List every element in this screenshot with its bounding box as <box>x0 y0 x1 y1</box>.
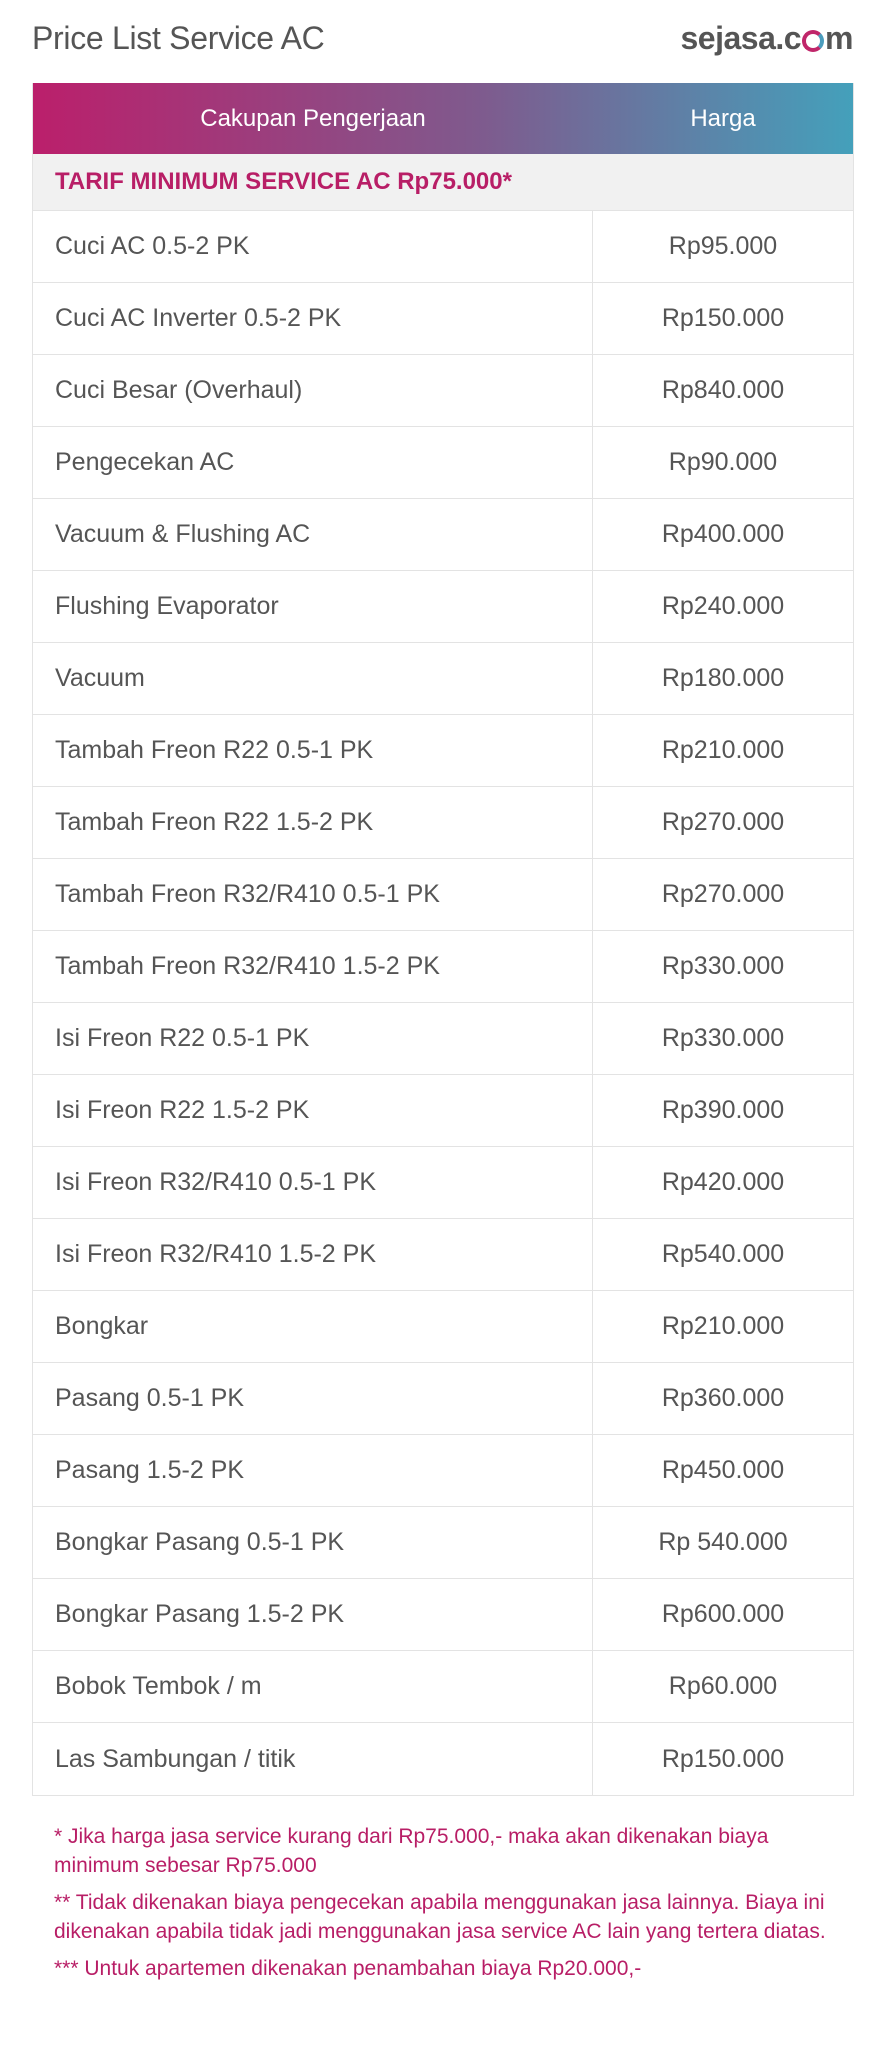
service-cell: Tambah Freon R22 0.5-1 PK <box>33 715 593 786</box>
price-cell: Rp90.000 <box>668 448 778 476</box>
table-row <box>33 1291 853 1363</box>
service-cell: Bobok Tembok / m <box>33 1651 593 1722</box>
service-cell: Bongkar Pasang 0.5-1 PK <box>33 1507 593 1578</box>
price-cell: Rp95.000 <box>668 232 778 260</box>
check-bubble-icon <box>802 30 824 52</box>
table-row <box>33 1579 853 1651</box>
table-header <box>33 83 853 154</box>
sejasa-logo <box>680 20 853 57</box>
table-row <box>33 499 853 571</box>
table-row <box>33 1003 853 1075</box>
table-row <box>33 427 853 499</box>
service-cell: Las Sambungan / titik <box>33 1723 593 1795</box>
service-cell: Isi Freon R22 0.5-1 PK <box>33 1003 593 1074</box>
price-cell: Rp390.000 <box>661 1096 785 1124</box>
logo-text-suffix: m <box>825 20 853 56</box>
price-cell: Rp450.000 <box>661 1456 785 1484</box>
service-cell: Bongkar Pasang 1.5-2 PK <box>33 1579 593 1650</box>
service-cell: Pengecekan AC <box>33 427 593 498</box>
table-row <box>33 283 853 355</box>
service-cell: Isi Freon R32/R410 0.5-1 PK <box>33 1147 593 1218</box>
service-cell: Pasang 1.5-2 PK <box>33 1435 593 1506</box>
service-cell: Vacuum & Flushing AC <box>33 499 593 570</box>
table-row <box>33 1219 853 1291</box>
table-row <box>33 211 853 283</box>
price-cell: Rp150.000 <box>661 1744 785 1773</box>
footnote: * Jika harga jasa service kurang dari Rp75.000,- maka akan dikenakan biaya minimum sebesar Rp75.000 <box>54 1825 769 1877</box>
service-cell: Tambah Freon R22 1.5-2 PK <box>33 787 593 858</box>
table-row <box>33 715 853 787</box>
column-header-price: Harga <box>690 104 756 132</box>
page-title: Price List Service AC <box>32 20 325 56</box>
service-cell: Flushing Evaporator <box>33 571 593 642</box>
price-cell: Rp150.000 <box>661 304 785 332</box>
table-row <box>33 1075 853 1147</box>
price-cell: Rp210.000 <box>661 1312 785 1340</box>
service-cell: Vacuum <box>33 643 593 714</box>
table-row <box>33 1363 853 1435</box>
table-row <box>33 859 853 931</box>
table-row <box>33 787 853 859</box>
service-cell: Bongkar <box>33 1291 593 1362</box>
service-cell: Pasang 0.5-1 PK <box>33 1363 593 1434</box>
price-cell: Rp840.000 <box>661 376 785 404</box>
table-row <box>33 1147 853 1219</box>
footnote: *** Untuk apartemen dikenakan penambahan biaya Rp20.000,- <box>54 1957 642 1980</box>
service-cell: Isi Freon R22 1.5-2 PK <box>33 1075 593 1146</box>
price-cell: Rp180.000 <box>661 664 785 692</box>
table-row <box>33 1435 853 1507</box>
price-cell: Rp420.000 <box>661 1168 785 1196</box>
footnotes <box>54 1822 844 1991</box>
service-cell: Cuci Besar (Overhaul) <box>33 355 593 426</box>
table-body <box>33 211 853 1795</box>
price-cell: Rp360.000 <box>661 1384 785 1412</box>
service-cell: Tambah Freon R32/R410 0.5-1 PK <box>33 859 593 930</box>
column-header-service: Cakupan Pengerjaan <box>200 104 426 132</box>
price-cell: Rp60.000 <box>668 1672 778 1700</box>
table-row <box>33 643 853 715</box>
price-cell: Rp540.000 <box>661 1240 785 1268</box>
table-row <box>33 1723 853 1795</box>
table-row <box>33 1507 853 1579</box>
service-cell: Isi Freon R32/R410 1.5-2 PK <box>33 1219 593 1290</box>
tarif-minimum-row: TARIF MINIMUM SERVICE AC Rp75.000* <box>33 154 853 211</box>
service-cell: Tambah Freon R32/R410 1.5-2 PK <box>33 931 593 1002</box>
table-row <box>33 1651 853 1723</box>
price-cell: Rp600.000 <box>661 1600 785 1628</box>
price-cell: Rp240.000 <box>661 592 785 620</box>
service-cell: Cuci AC Inverter 0.5-2 PK <box>33 283 593 354</box>
table-row <box>33 571 853 643</box>
footnote: ** Tidak dikenakan biaya pengecekan apabila menggunakan jasa lainnya. Biaya ini dikenakan apabila tidak jadi menggunakan jasa service AC lain yang tertera diatas. <box>54 1891 826 1943</box>
price-cell: Rp210.000 <box>661 736 785 764</box>
price-cell: Rp330.000 <box>661 1024 785 1052</box>
price-cell: Rp270.000 <box>661 808 785 836</box>
table-row <box>33 355 853 427</box>
price-cell: Rp 540.000 <box>658 1528 788 1556</box>
logo-text-prefix: sejasa.c <box>680 20 802 56</box>
table-row <box>33 931 853 1003</box>
service-cell: Cuci AC 0.5-2 PK <box>33 211 593 282</box>
price-cell: Rp330.000 <box>661 952 785 980</box>
price-cell: Rp400.000 <box>661 520 785 548</box>
price-cell: Rp270.000 <box>661 880 785 908</box>
price-table <box>32 83 854 1796</box>
